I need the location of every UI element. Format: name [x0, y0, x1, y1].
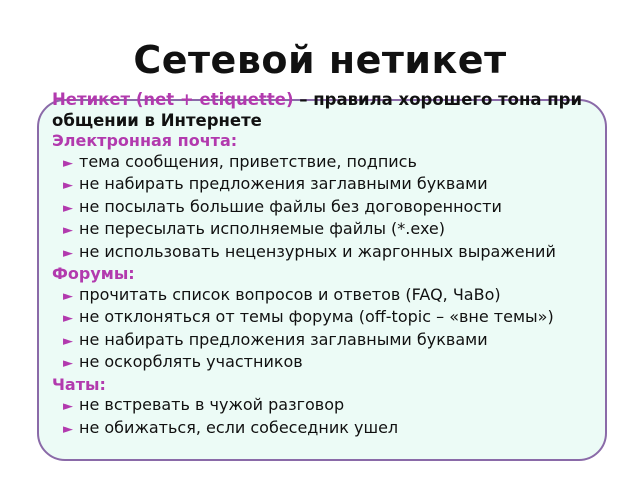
bullet-arrow-icon: ►: [63, 356, 73, 371]
list-item: ► тема сообщения, приветствие, подпись: [52, 152, 612, 175]
list-item: ► не встревать в чужой разговор: [52, 395, 612, 418]
bullet-arrow-icon: ►: [63, 399, 73, 414]
slide-title: Сетевой нетикет: [133, 38, 507, 82]
list-item: ► не отклоняться от темы форума (off-topic – «вне темы»): [52, 307, 612, 330]
section-heading-email: Электронная почта:: [52, 131, 238, 150]
list-item: ► не обижаться, если собеседник ушел: [52, 418, 612, 441]
intro-definition: [52, 90, 612, 131]
bullet-arrow-icon: ►: [63, 333, 73, 349]
bullet-arrow-icon: ►: [63, 245, 73, 261]
intro-rest: – правила хорошего тона при общении в Интернете: [52, 90, 583, 130]
list-item: ► не набирать предложения заглавными буквами: [52, 330, 612, 353]
bullet-arrow-icon: ►: [63, 155, 73, 171]
list-item: ► не использовать нецензурных и жаргонных выражений: [52, 242, 612, 265]
list-item: ► прочитать список вопросов и ответов (FAQ, ЧаВо): [52, 285, 612, 308]
section-heading-chats: Чаты:: [52, 374, 106, 394]
list-item: ► не оскорблять участников: [52, 352, 612, 375]
list-item: ► не пересылать исполняемые файлы (*.exe): [52, 219, 612, 242]
bullet-arrow-icon: ►: [63, 288, 73, 304]
bullet-arrow-icon: ►: [63, 421, 73, 437]
list-item: ► не посылать большие файлы без договоренности: [52, 197, 612, 220]
content-text: [52, 90, 612, 440]
bullet-arrow-icon: ►: [63, 178, 73, 193]
list-item: ► не набирать предложения заглавными буквами: [52, 174, 612, 197]
bullet-arrow-icon: ►: [63, 200, 73, 216]
bullet-arrow-icon: ►: [63, 311, 73, 326]
section-heading-forums: Форумы:: [52, 264, 135, 283]
bullet-arrow-icon: ►: [63, 223, 73, 238]
intro-term: Нетикет (net + etiquette): [52, 90, 294, 109]
